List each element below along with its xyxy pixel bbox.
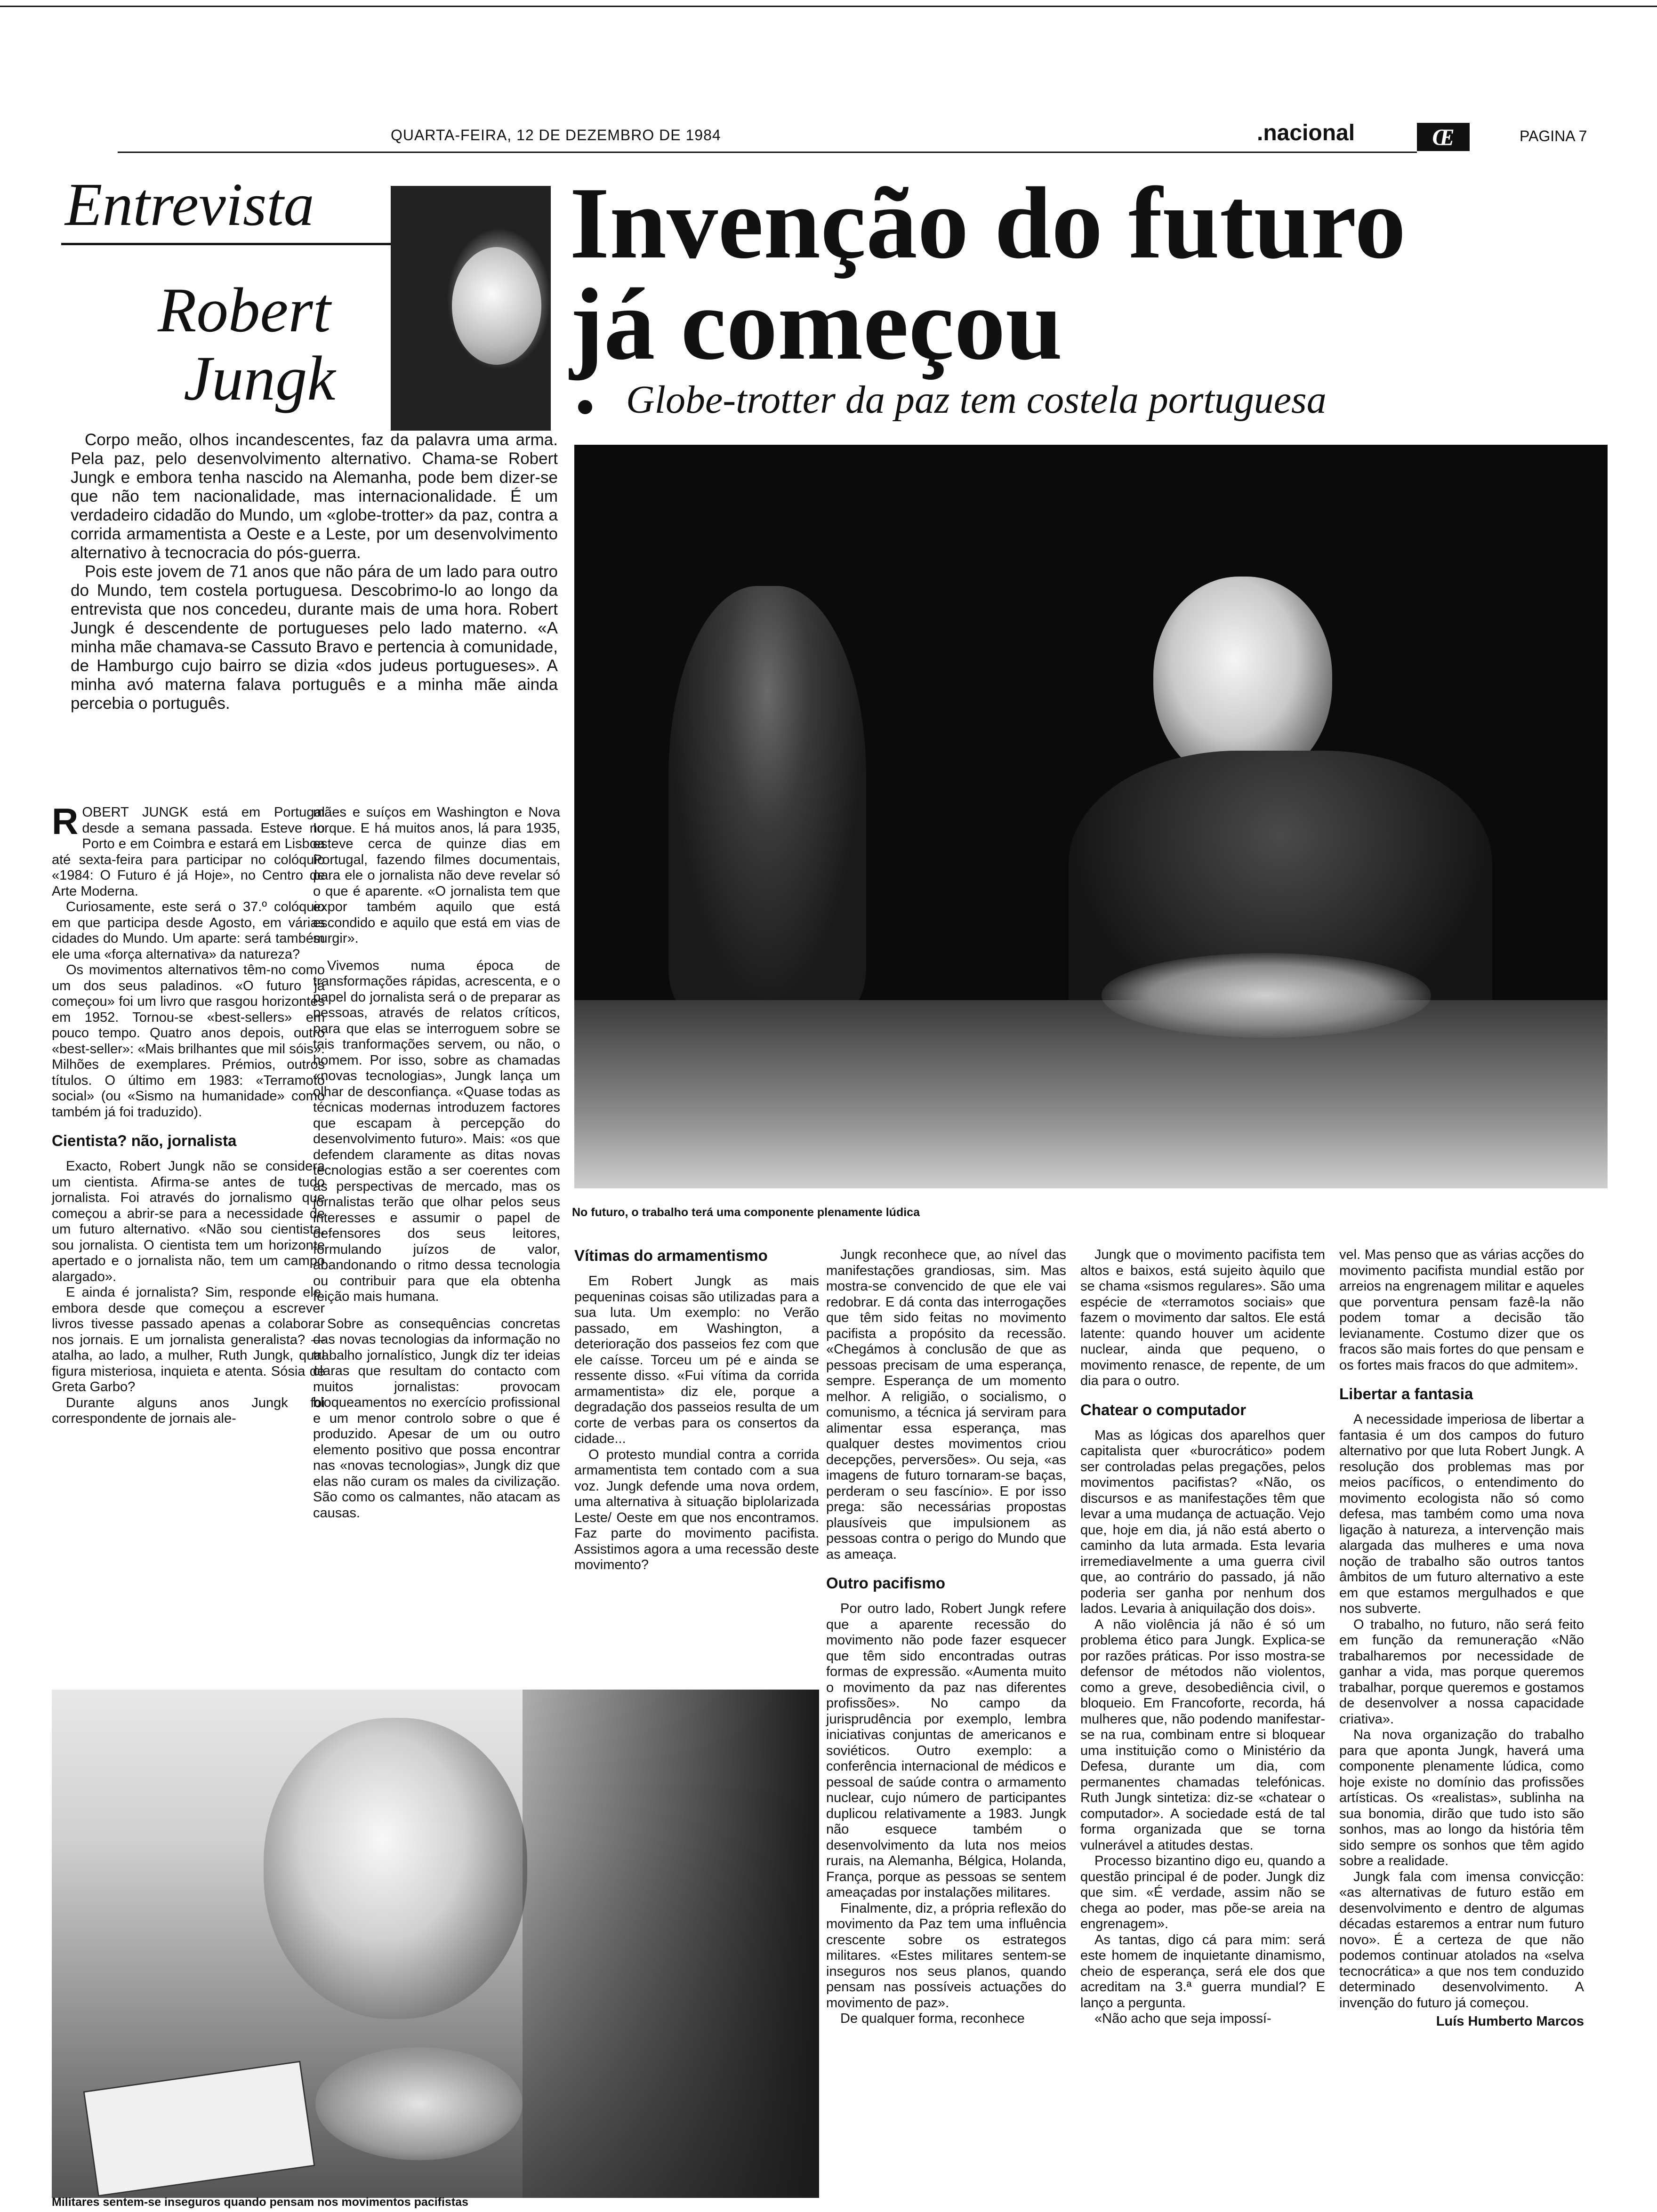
lead-paragraphs bbox=[71, 431, 558, 713]
column-2-p1: mães e suíços em Washington e Nova Iorque. E há muitos anos, lá para 1935, esteve cerca de quinze dias em Portugal, fazendo filmes documentais, para ele o jornalista não deve revelar só o que é aparente. «O jornalista tem que expor também aquilo que está escondido e aquilo que está em vias de surgir». bbox=[313, 805, 560, 946]
header-rule bbox=[118, 152, 1417, 153]
bottom-photo-dark-area bbox=[523, 1690, 819, 2198]
column-3-p1: Em Robert Jungk as mais pequeninas coisas são utilizadas para a sua luta. Um exemplo: no Verão passado, em Washington, a deterioração dos passeios fez com que ele caísse. Torceu um pé e ainda se ressente disso. «Fui vítima da corrida armamentista» diz ele, porque a degradação dos passeios resulta de um corte de verbas para os consertos da cidade... bbox=[574, 1274, 819, 1446]
portrait-photo bbox=[391, 186, 551, 431]
page-number: PAGINA 7 bbox=[1520, 128, 1587, 144]
column-1-p4: Exacto, Robert Jungk não se considera um cientista. Afirma-se antes de tudo jornalista. Foi através do jornalismo que começou a abrir-se para a necessidade de um futuro alternativo. «Não sou cientista, sou jornalista. O cientista tem um horizonte apertado e o jornalista não, tem um campo alargado». bbox=[52, 1159, 325, 1284]
subheading-outro-pacifismo: Outro pacifismo bbox=[826, 1574, 946, 1592]
column-6-p5: Jungk fala com imensa convicção: «as alternativas de futuro estão em desenvolvimento e dentro de algumas décadas estaremos a entrar num futuro novo». É a certeza de que não podemos continuar atolados na «selva tecnocrática» a que nos tem conduzido determinado desenvolvimento. A invenção do futuro já começou. bbox=[1339, 1869, 1584, 2011]
column-2-p3: Sobre as consequências concretas das novas tecnologias da informação no trabalho jornalístico, Jungk diz ter ideias claras que resultam do contacto com muitos jornalistas: provocam bloqueamentos no exercício profissional e um menor controlo sobre o que é produzido. Apesar de um ou outro elemento positivo que possa encontrar nas «novas tecnologias», Jungk diz que elas não curam os males da civilização. São como os calmantes, não atacam as causas. bbox=[313, 1316, 560, 1521]
main-photo-caption: No futuro, o trabalho terá uma componente plenamente lúdica bbox=[572, 1206, 920, 1219]
column-1-p1: ROBERT JUNGK está em Portugal desde a semana passada. Esteve no Porto e em Coimbra e estará em Lisboa até sexta-feira para participar no colóquio «1984: O Futuro é já Hoje», no Centro de Arte Moderna. bbox=[52, 801, 325, 899]
lead-paragraph: Pois este jovem de 71 anos que não pára de um lado para outro do Mundo, tem costela portuguesa. Descobrimo-lo ao longo da entrevista que nos concedeu, durante mais de uma hora. Robert Jungk é descendente de portugueses pelo lado materno. «A minha mãe chamava-se Cassuto Bravo e pertencia à comunidade, de Hamburgo cujo bairro se dizia «dos judeus portugueses». A minha avó materna falava português e a minha mãe ainda percebia o português. bbox=[71, 562, 558, 713]
headline-line-1: Invenção do futuro bbox=[570, 167, 1406, 280]
column-4-p3: Finalmente, diz, a própria reflexão do movimento da Paz tem uma influência crescente sobre os estrategos militares. «Estes militares sentem-se inseguros nos seus planos, quando pensam nas possíveis actuações do movimento de paz». bbox=[826, 1900, 1066, 2011]
column-4-p4: De qualquer forma, reconhece bbox=[840, 2011, 1025, 2026]
column-1-p5: E ainda é jornalista? Sim, responde ele, embora desde que começou a escrever livros tivesse passado apenas a colaborar nos jornais. E um jornalista generalista? — atalha, ao lado, a mulher, Ruth Jungk, qual figura misteriosa, inquieta e atenta. Sósia de Greta Garbo? bbox=[52, 1285, 325, 1395]
subhead-bullet-icon bbox=[578, 400, 592, 414]
column-1-p2: Curiosamente, este será o 37.º colóquio em que participa desde Agosto, em várias cidades do Mundo. Um aparte: será também ele uma «força alternativa» da natureza? bbox=[52, 899, 325, 962]
column-4-p1: Jungk reconhece que, ao nível das manifestações grandiosas, sim. Mas mostra-se convencido de que ele vai redobrar. E dá conta das interrogações que têm sido feitas no movimento pacifista a propósito da recessão. «Chegámos à conclusão de que as pessoas precisam de uma esperança, sempre. Esperança de um momento melhor. A religião, o socialismo, o comunismo, a técnica já serviram para alimentar essa esperança, mas qualquer destes movimentos criou decepções, perversões». Ou seja, «as imagens de futuro tornaram-se baças, perderam o seu fascínio». E por isso prega: são necessárias propostas plausíveis que impulsionem as pessoas contra o perigo do Mundo que as ameaça. bbox=[826, 1247, 1066, 1562]
top-border bbox=[0, 6, 1657, 7]
bottom-photo-hand bbox=[315, 2047, 523, 2160]
column-6-p2: A necessidade imperiosa de libertar a fantasia é um dos campos do futuro alternativo por que luta Robert Jungk. A resolução dos problemas mas por meios pacíficos, o entendimento do movimento ecologista não só como defesa, mas também como uma nova ligação à natureza, a intervenção mais alargada das mulheres e uma nova noção de trabalho são outros tantos âmbitos de um futuro alternativo a este em que estamos mergulhados e que nos subverte. bbox=[1339, 1412, 1584, 1616]
photo-figure-left bbox=[668, 586, 866, 1010]
column-2-p2: Vivemos numa época de transformações rápidas, acrescenta, e o papel do jornalista será o de preparar as pessoas, através de relatos críticos, para que elas se interroguem sobre se tais tranformações servem, ou não, o homem. Por isso, sobre as chamadas «novas tecnologias», Jungk lança um olhar de desconfiança. «Quase todas as técnicas modernas introduzem factores que escapam à percepção do desenvolvimento futuro». Mais: «os que defendem claramente as ditas novas tecnologias estão a ser coerentes com as perspectivas de mercado, mas os jornalistas terão que olhar pelos seus interesses e assumir o papel de defensores dos seus leitores, formulando juízos de valor, abandonando o ritmo dessa tecnologia ou contribuir para que ela obtenha feição mais humana. bbox=[313, 958, 560, 1304]
subheading-chatear: Chatear o computador bbox=[1080, 1401, 1247, 1419]
section-name: .nacional bbox=[1257, 120, 1355, 145]
subheading-cientista: Cientista? não, jornalista bbox=[52, 1132, 237, 1149]
photo-table bbox=[574, 1000, 1608, 1188]
bottom-photo bbox=[52, 1690, 819, 2198]
kicker-underline bbox=[61, 243, 391, 245]
subheading-libertar: Libertar a fantasia bbox=[1339, 1385, 1473, 1403]
subhead: Globe-trotter da paz tem costela portuguesa bbox=[626, 378, 1327, 422]
main-photo bbox=[574, 445, 1608, 1188]
newspaper-logo-icon: Œ bbox=[1417, 123, 1470, 151]
headline-line-2: já começou bbox=[570, 268, 1063, 381]
lead-paragraph: Corpo meão, olhos incandescentes, faz da palavra uma arma. Pela paz, pelo desenvolvimento alternativo. Chama-se Robert Jungk e embora tenha nascido na Alemanha, pode bem dizer-se que não tem nacionalidade, mas internacionalidade. É um verdadeiro cidadão do Mundo, um «globe-trotter» da paz, contra a corrida armamentista a Oeste e a Leste, por um desenvolvimento alternativo à tecnocracia do pós-guerra. bbox=[71, 431, 558, 562]
issue-date: QUARTA-FEIRA, 12 DE DEZEMBRO DE 1984 bbox=[391, 127, 721, 144]
column-4 bbox=[826, 1247, 1066, 2027]
column-6-p3: O trabalho, no futuro, não será feito em função da remuneração «Não trabalharemos por necessidade de ganhar a vida, mas porque queremos trabalhar, porque queremos e gostamos de desenvolver a nossa capacidade criativa». bbox=[1339, 1617, 1584, 1727]
column-1-p3: Os movimentos alternativos têm-no como um dos seus paladinos. «O futuro já começou» foi um livro que rasgou horizontes em 1952. Tornou-se «best-sellers» em pouco tempo. Quatro anos depois, outro «best-seller»: «Mais brilhantes que mil sóis». Milhões de exemplares. Prémios, outros títulos. O último em 1983: «Terramoto social» (ou «Sismo na humanidade» como também já foi traduzido). bbox=[52, 962, 325, 1120]
photo-hands bbox=[1102, 953, 1431, 1038]
column-3-p2: O protesto mundial contra a corrida armamentista tem contado com a sua voz. Jungk defende uma nova ordem, uma alternativa à situação biplolarizada Leste/ Oeste em que nos encontramos. Faz parte do movimento pacifista. Assistimos agora a uma recessão deste movimento? bbox=[574, 1447, 819, 1572]
bottom-photo-caption: Militares sentem-se inseguros quando pensam nos movimentos pacifistas bbox=[52, 2196, 468, 2209]
column-2 bbox=[313, 805, 560, 1521]
column-5-p1: Jungk que o movimento pacifista tem altos e baixos, está sujeito àquilo que se chama «sismos regulares». São uma espécie de «terramotos sociais» que fazem o movimento dar saltos. Ele está latente: quando houver um acidente nuclear, ainda que pequeno, o movimento renasce, de repente, de um dia para o outro. bbox=[1080, 1247, 1325, 1388]
kicker-label: Entrevista bbox=[65, 171, 314, 239]
interviewee-name-1: Robert bbox=[158, 275, 331, 345]
column-6-p4: Na nova organização do trabalho para que aponta Jungk, haverá uma componente plenamente lúdica, como hoje existe no domínio das profissões artísticas. Os «realistas», sublinha na sua bonomia, dirão que tudo isto são sonhos, mas ao longo da história têm sido sempre os sonhos que têm agido sobre a realidade. bbox=[1339, 1727, 1584, 1868]
column-6-p1: vel. Mas penso que as várias acções do movimento pacifista mundial estão por arreios na engrenagem militar e aqueles que porventura pensam fazê-la não podem tomar a decisão tão levianamente. Costumo dizer que os fracos são mais fortes do que pensam e os fortes mais fracos do que admitem». bbox=[1339, 1247, 1584, 1373]
subheading-vitimas: Vítimas do armamentismo bbox=[574, 1247, 768, 1264]
byline: Luís Humberto Marcos bbox=[1436, 2014, 1584, 2029]
column-3 bbox=[574, 1247, 819, 1573]
bottom-photo-book bbox=[83, 2061, 315, 2197]
column-6 bbox=[1339, 1247, 1584, 2030]
column-1 bbox=[52, 801, 325, 1427]
column-5 bbox=[1080, 1247, 1325, 2027]
column-5-p5: As tantas, digo cá para mim: será este homem de inquietante dinamismo, cheio de esperança, será ele dos que acreditam na 3.ª guerra mundial? E lanço a pergunta. bbox=[1080, 1932, 1325, 2011]
column-1-p6: Durante alguns anos Jungk foi correspondente de jornais ale- bbox=[52, 1395, 325, 1426]
interviewee-name-2: Jungk bbox=[184, 344, 336, 414]
column-5-p6: «Não acho que seja impossí- bbox=[1094, 2011, 1271, 2026]
column-5-p2: Mas as lógicas dos aparelhos quer capitalista quer «burocrático» podem ser controladas pelas pregações, pelos movimentos pacifistas? «Não, os discursos e as manifestações têm que levar a uma mudança de actuação. Vejo que, hoje em dia, já não está aberto o caminho da luta armada. Esta levaria irremediavelmente a uma guerra civil que, ao contrário do passado, já não poderia ser ganha por nenhum dos lados. Levaria à aniquilação dos dois». bbox=[1080, 1427, 1325, 1616]
drop-cap: R bbox=[52, 801, 79, 842]
column-5-p3: A não violência já não é só um problema ético para Jungk. Explica-se por razões práticas. Por isso mostra-se defensor de métodos não violentos, como a greve, desobediência civil, o bloqueio. Em Francoforte, recorda, há mulheres que, não podendo manifestar-se na rua, combinam entre si bloquear uma instituição como o Ministério da Defesa, durante um dia, com permanentes chamadas telefónicas. Ruth Jungk sintetiza: diz-se «chatear o computador». A sociedade está de tal forma organizada que se torna vulnerável a atitudes destas. bbox=[1080, 1617, 1325, 1853]
portrait-face-shape bbox=[452, 247, 541, 365]
column-4-p2: Por outro lado, Robert Jungk refere que a aparente recessão do movimento não pode fazer esquecer que têm sido encontradas outras formas de expressão. «Aumenta muito o movimento da paz nas diferentes profissões». No campo da jurisprudência por exemplo, lembra iniciativas conjuntas de americanos e soviéticos. Outro exemplo: a conferência internacional de médicos e pessoal de saúde contra o armamento nuclear, cujo número de participantes duplicou relativamente a 1983. Jungk não esquece também o desenvolvimento da luta nos meios rurais, na Alemanha, Bélgica, Holanda, França, porque as pessoas se sentem ameaçadas por instalações militares. bbox=[826, 1601, 1066, 1900]
bottom-photo-face bbox=[264, 1718, 527, 2019]
column-5-p4: Processo bizantino digo eu, quando a questão principal é de poder. Jungk diz que sim. «É verdade, assim não se chega ao poder, mas põe-se areia na engrenagem». bbox=[1080, 1853, 1325, 1931]
